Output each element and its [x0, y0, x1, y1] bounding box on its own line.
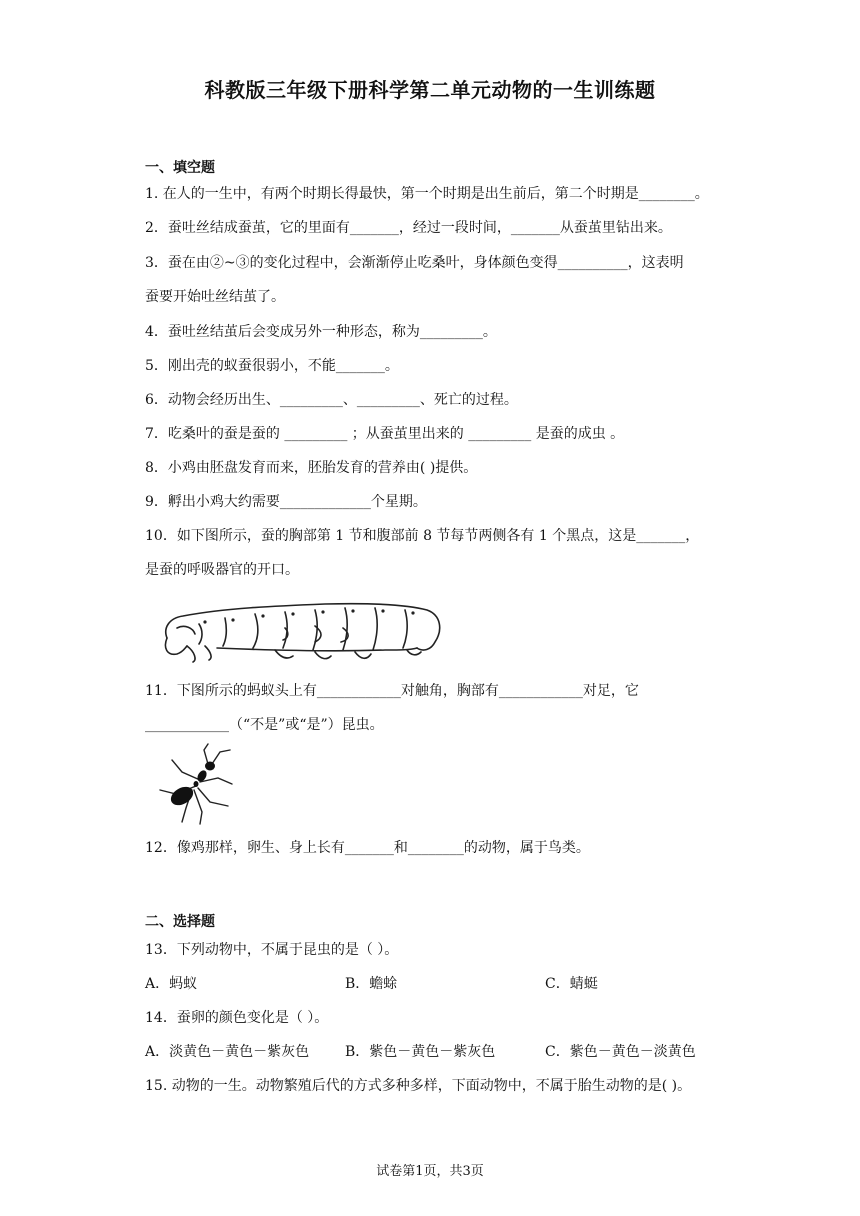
q13-option-c: C．蜻蜓	[545, 976, 598, 992]
question-10: 10．如下图所示，蚕的胸部第 1 节和腹部前 8 节每节两侧各有 1 个黑点，这是_______，	[145, 528, 700, 544]
section-heading-choice: 二、选择题	[145, 914, 215, 930]
question-8: 8．小鸡由胚盘发育而来，胚胎发育的营养由( )提供。	[145, 460, 478, 476]
question-3-cont: 蚕要开始吐丝结茧了。	[145, 289, 285, 305]
ant-figure	[142, 742, 242, 826]
q13-option-a: A．蚂蚁	[145, 976, 198, 992]
question-15: 15. 动物的一生。动物繁殖后代的方式多种多样，下面动物中，不属于胎生动物的是( )。	[145, 1078, 692, 1094]
question-4: 4．蚕吐丝结茧后会变成另外一种形态，称为_________。	[145, 324, 497, 340]
q14-option-b: B．紫色－黄色－紫灰色	[345, 1044, 496, 1060]
question-7: 7．吃桑叶的蚕是蚕的 _________ ；从蚕茧里出来的 _________ 是蚕的成虫 。	[145, 426, 625, 442]
question-5: 5．刚出壳的蚁蚕很弱小，不能_______。	[145, 358, 399, 374]
question-11: 11．下图所示的蚂蚁头上有____________对触角，胸部有____________对足，它	[145, 683, 639, 699]
page-footer: 试卷第1页，共3页	[376, 1164, 484, 1179]
question-1: 1. 在人的一生中，有两个时期长得最快，第一个时期是出生前后，第二个时期是________。	[145, 186, 709, 202]
question-6: 6．动物会经历出生、_________、_________、死亡的过程。	[145, 392, 518, 408]
q13-option-b: B．蟾蜍	[345, 976, 398, 992]
question-12: 12．像鸡那样，卵生、身上长有_______和________的动物，属于鸟类。	[145, 840, 590, 856]
question-3: 3．蚕在由②~③的变化过程中，会渐渐停止吃桑叶，身体颜色变得__________，这表明	[145, 255, 684, 271]
question-2: 2．蚕吐丝结成蚕茧，它的里面有_______，经过一段时间，_______从蚕茧里钻出来。	[145, 220, 672, 236]
question-9: 9．孵出小鸡大约需要_____________个星期。	[145, 494, 427, 510]
silkworm-figure	[155, 598, 445, 670]
question-10-cont: 是蚕的呼吸器官的开口。	[145, 562, 299, 578]
question-13: 13．下列动物中，不属于昆虫的是（ ）。	[145, 942, 399, 958]
q14-option-a: A．淡黄色－黄色－紫灰色	[145, 1044, 310, 1060]
question-14: 14．蚕卵的颜色变化是（ ）。	[145, 1010, 329, 1026]
question-11-cont: ____________（“不是”或“是”）昆虫。	[145, 717, 384, 733]
section-heading-fill-in: 一、填空题	[145, 160, 215, 176]
q14-option-c: C．紫色－黄色－淡黄色	[545, 1044, 696, 1060]
page-title: 科教版三年级下册科学第二单元动物的一生训练题	[204, 78, 656, 102]
